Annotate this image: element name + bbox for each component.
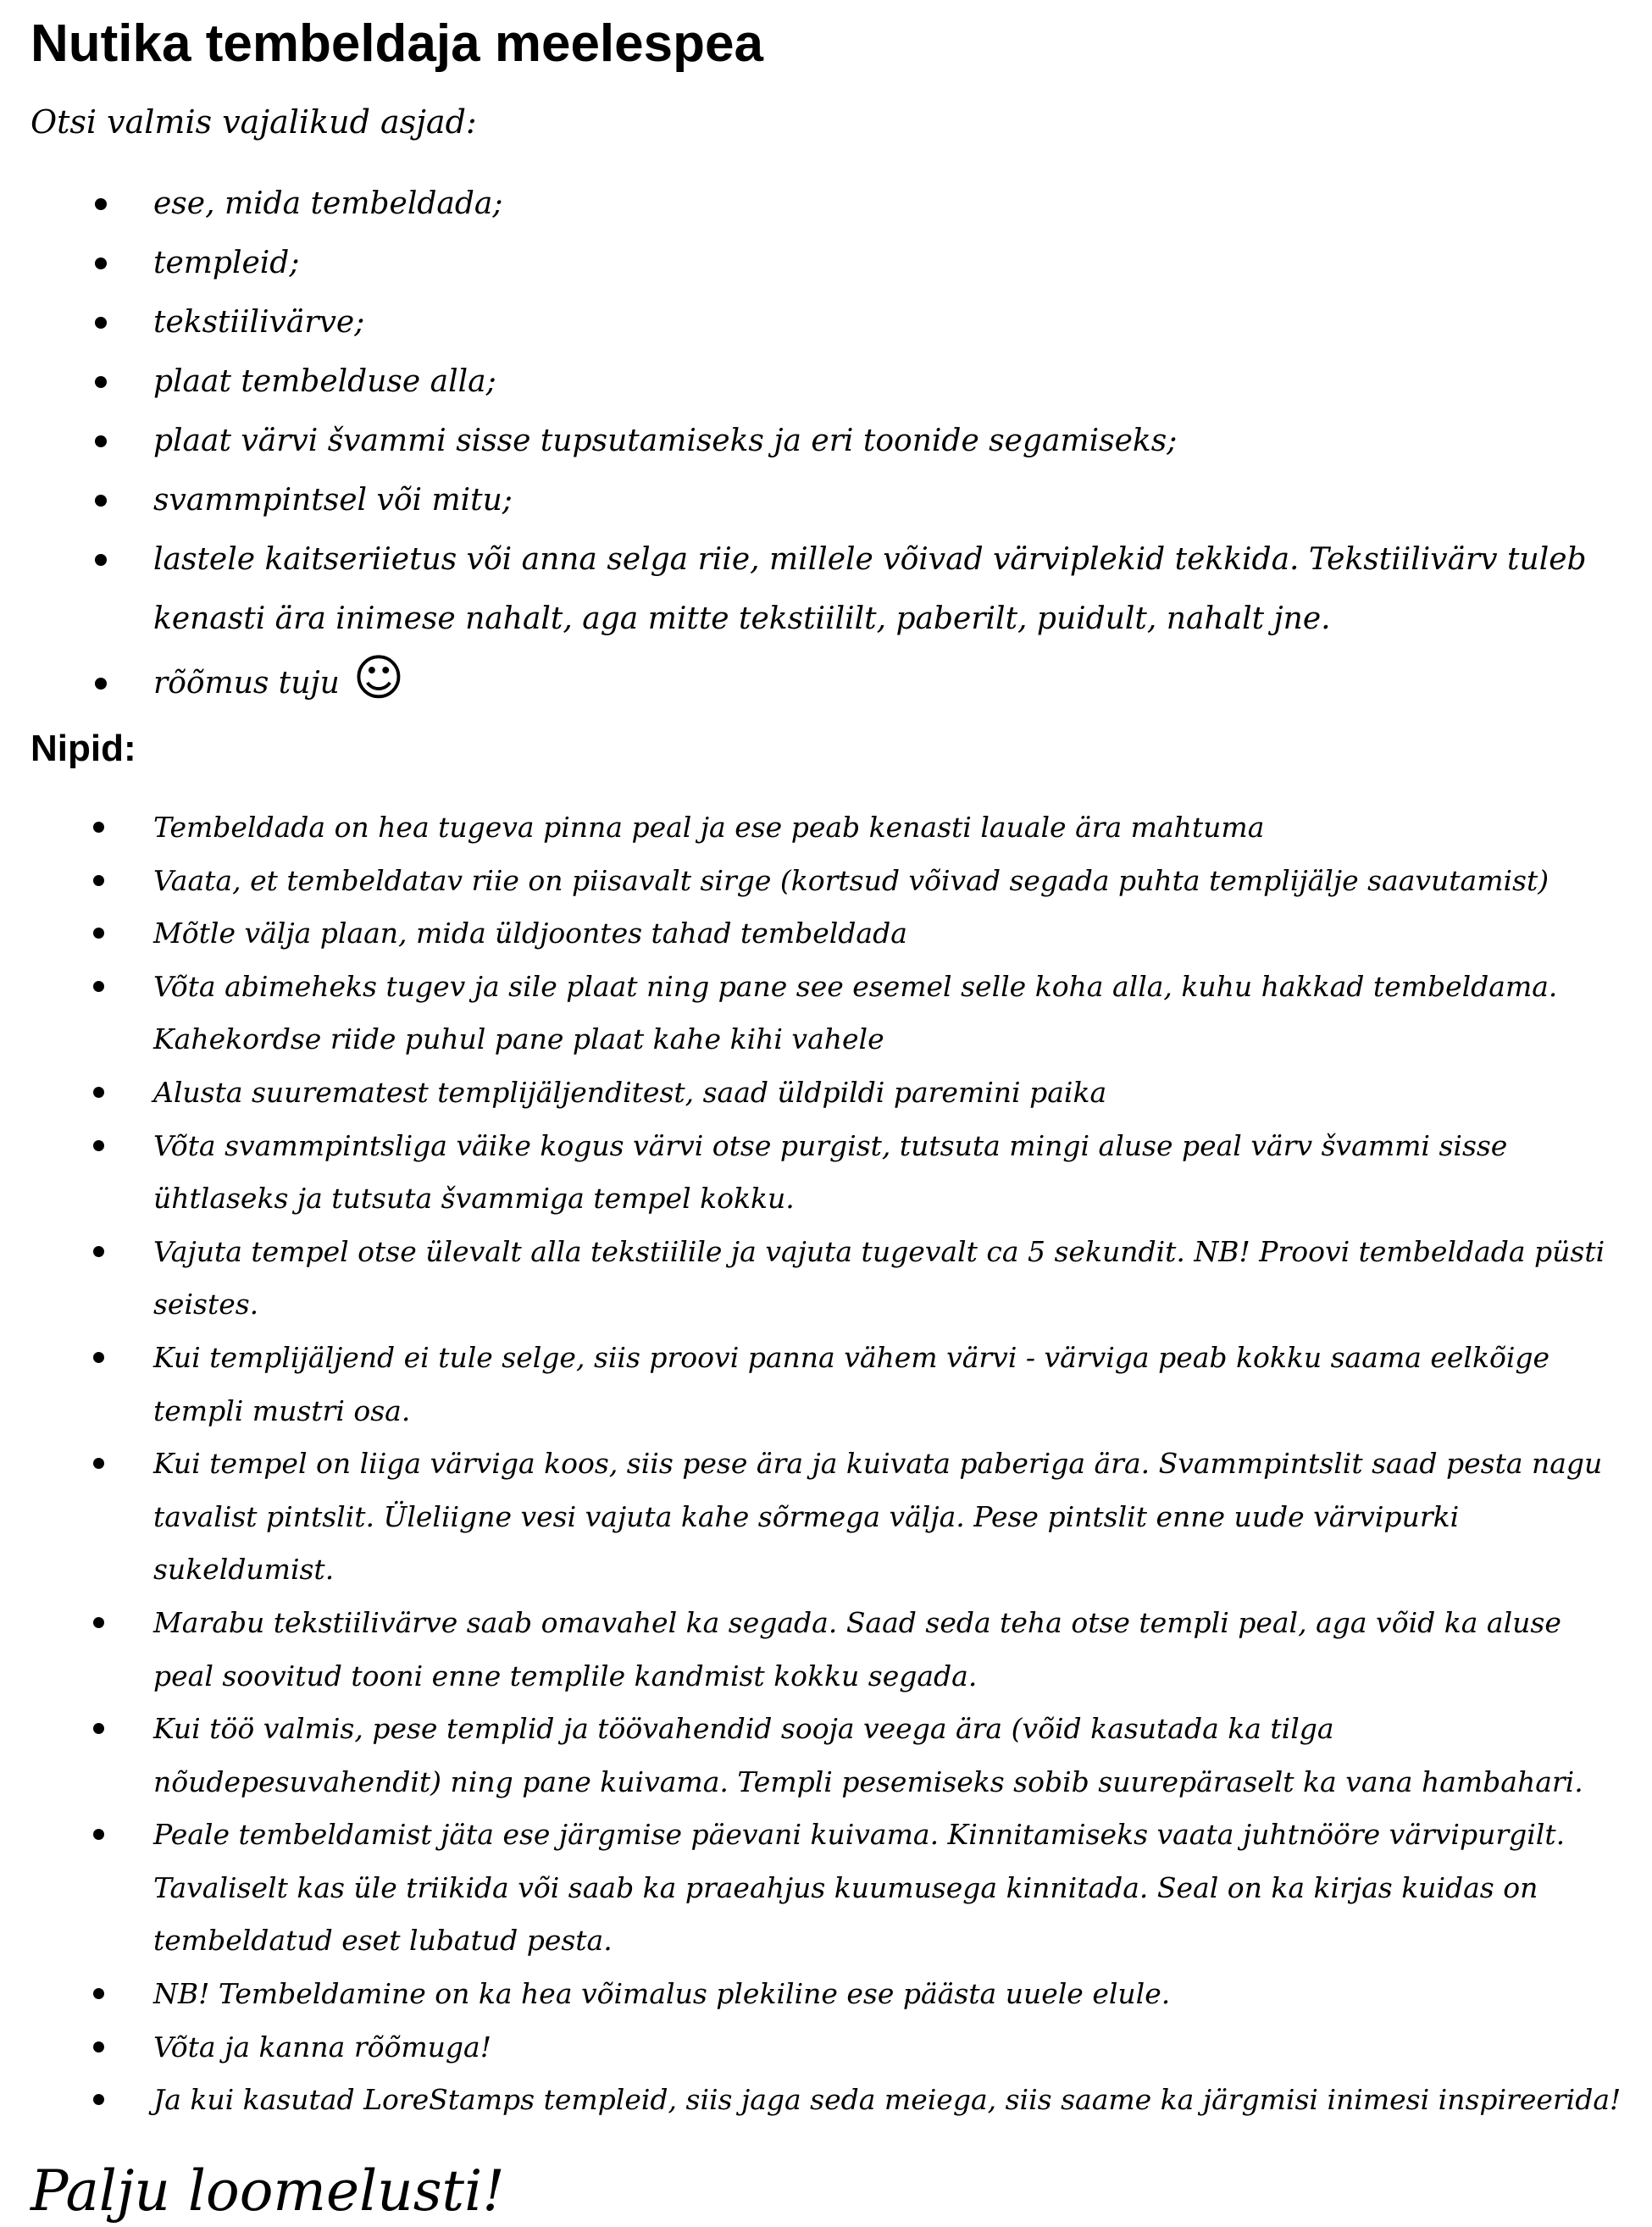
list-item-text: Ja kui kasutad LoreStamps templeid, siis jaga seda meiega, siis saame ka järgmisi inimesi inspireerida! [153,2083,1622,2117]
bullet-icon [95,435,107,447]
list-item-text: rõõmus tuju [153,666,340,701]
list-item-text: Võta svammpintsliga väike kogus värvi otse purgist, tutsuta mingi aluse peal värv švammi sisse ühtlaseks ja tutsuta švammiga tempel kokku. [153,1128,1508,1216]
bullet-icon [93,2041,104,2052]
list-item-text: Kui töö valmis, pese templid ja töövahendid sooja veega ära (võid kasutada ka tilga nõudepesuvahendit) ning pane kuivama. Templi pesemiseks sobib suurepäraselt ka vana hambahari. [153,1712,1583,1798]
list-item [30,1703,1623,1809]
bullet-icon [93,928,104,939]
list-item-text: plaat värvi švammi sisse tupsutamiseks ja eri toonide segamiseks; [153,424,1178,458]
list-item-text: Vajuta tempel otse ülevalt alla tekstiilile ja vajuta tugevalt ca 5 sekundit. NB! Proovi tembeldada püsti seistes. [153,1234,1605,1321]
list-item-text: Tembeldada on hea tugeva pinna peal ja ese peab kenasti lauale ära mahtuma [153,811,1265,844]
tips-list [30,801,1623,2127]
page-title: Nutika tembeldaja meelespea [30,14,763,73]
list-item [30,234,1623,293]
list-item-text: ese, mida tembeldada; [153,186,503,221]
list-item-text: Kui templijäljend ei tule selge, siis proovi panna vähem värvi - värviga peab kokku saama eelkõige templi mustri osa. [153,1340,1550,1427]
list-item [30,1332,1623,1438]
list-item [30,1597,1623,1703]
bullet-icon [93,1140,104,1151]
list-item-text: NB! Tembeldamine on ka hea võimalus plekiline ese päästa uuele elule. [153,1977,1171,2011]
list-item [30,293,1623,352]
list-item-text: Kui tempel on liiga värviga koos, siis pese ära ja kuivata paberiga ära. Svammpintslit saad pesta nagu tavalist pintslit. Üleliigne vesi vajuta kahe sõrmega välja. Pese pintslit enne uude värvipurki sukeldumist. [153,1447,1603,1587]
list-item [30,412,1623,471]
supplies-list [30,175,1623,713]
bullet-icon [93,1458,104,1469]
list-item [30,1809,1623,1968]
bullet-icon [93,822,104,833]
bullet-icon [93,1723,104,1734]
bullet-icon [95,376,107,388]
bullet-icon [93,1352,104,1363]
bullet-icon [93,1246,104,1257]
list-item [30,1968,1623,2021]
list-item [30,1066,1623,1120]
list-item-text: Marabu tekstiilivärve saab omavahel ka segada. Saad seda teha otse templi peal, aga võid ka aluse peal soovitud tooni enne templile kandmist kokku segada. [153,1605,1561,1692]
list-item-text: svammpintsel või mitu; [153,483,513,518]
list-item [30,1226,1623,1332]
list-item-text: plaat tembelduse alla; [153,364,496,399]
bullet-icon [93,1617,104,1628]
list-item [30,1438,1623,1597]
list-item [30,1120,1623,1226]
list-item-text: Alusta suurematest templijäljenditest, saad üldpildi paremini paika [153,1075,1107,1109]
list-item-text: Vaata, et tembeldatav riie on piisavalt sirge (kortsud võivad segada puhta templijälje saavutamist) [153,863,1549,897]
bullet-icon [93,1988,104,1999]
list-item-text: Peale tembeldamist jäta ese järgmise päevani kuivama. Kinnitamiseks vaata juhtnööre värvipurgilt. Tavaliselt kas üle triikida või saab ka praeahjus kuumusega kinnitada. Seal on ka kirjas kuidas on tembeldatud eset lubatud pesta. [153,1818,1566,1958]
list-item-text: Mõtle välja plaan, mida üldjoontes tahad tembeldada [153,917,907,950]
list-item [30,649,1623,713]
list-item [30,2074,1623,2127]
bullet-icon [95,495,107,507]
bullet-icon [95,554,107,566]
bullet-icon [95,317,107,329]
bullet-icon [93,1829,104,1840]
bullet-icon [95,678,107,690]
list-item [30,801,1623,855]
document-page [30,12,1623,2227]
list-item [30,961,1623,1066]
list-item [30,530,1623,649]
smiley-icon: ☺ [352,649,405,706]
bullet-icon [93,1087,104,1098]
bullet-icon [95,198,107,210]
list-item [30,471,1623,530]
closing-text: Palju loomelusti! [30,2158,505,2224]
list-item-text: Võta ja kanna rõõmuga! [153,2030,491,2064]
list-item-text: Võta abimeheks tugev ja sile plaat ning pane see esemel selle koha alla, kuhu hakkad tembeldama. Kahekordse riide puhul pane plaat kahe kihi vahele [153,969,1558,1056]
list-item [30,2021,1623,2075]
bullet-icon [93,981,104,992]
list-item-text: lastele kaitseriietus või anna selga riie, millele võivad värviplekid tekkida. Tekstiilivärv tuleb kenasti ära inimese nahalt, aga mitte tekstiililt, paberilt, puidult, nahalt jne. [153,542,1587,636]
list-item [30,175,1623,234]
bullet-icon [95,258,107,269]
supplies-intro: Otsi valmis vajalikud asjad: [30,103,477,141]
list-item [30,907,1623,961]
list-item [30,352,1623,412]
tips-heading: Nipid: [30,728,136,769]
list-item [30,855,1623,908]
list-item-text: templeid; [153,246,300,280]
list-item-text: tekstiilivärve; [153,305,365,340]
bullet-icon [93,875,104,886]
bullet-icon [93,2094,104,2105]
